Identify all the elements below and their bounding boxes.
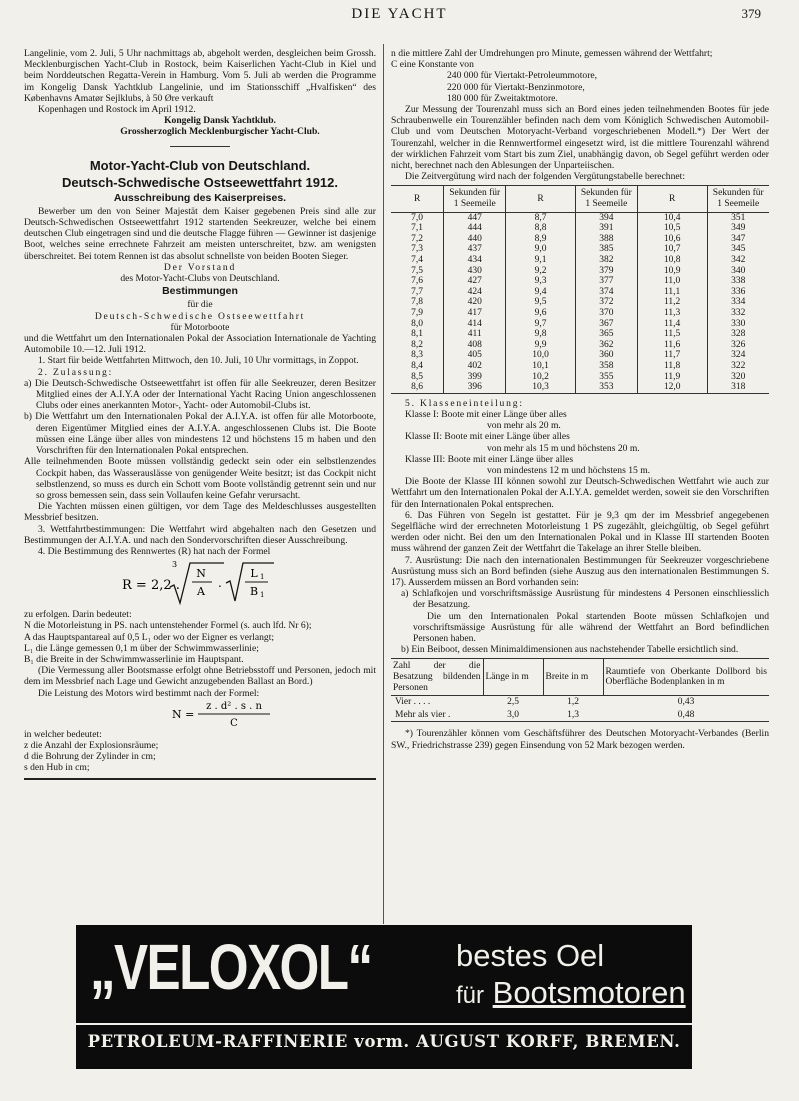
- class-3-paragraph: Die Boote der Klasse III können sowohl zur Deutsch-Schwedischen Wettfahrt wie auch zur Wettfahrt um den Internationalen Pokal der A.I.Y.A. gemeldet werden, soweit sie den Vorschriften für den Internationalen Pokal entsprechen.: [391, 476, 769, 510]
- power-formula-numerator: z . d² . s . n: [206, 700, 262, 712]
- cell-seconds: 377: [575, 276, 637, 287]
- table-row: [391, 223, 769, 234]
- intro-paragraph: Langelinie, vom 2. Juli, 5 Uhr nachmittags ab, abgeholt werden, desgleichen beim Grossh. Mecklenburgischen Yacht-Club in Rostock, beim Kaiserlichen Yacht-Club in Kiel und beim Norddeutschen Regatta-Verein in Hamburg. Vom 5. Juli ab werden die Programme im Kongelig Dansk Yachtklub Langelinie, und im Stationsschiff „Hvalfisken“ des Københavns Amatør Sejlklubs, à 50 Øre verkauft: [24, 48, 376, 104]
- dinghy-cell: 0,43: [677, 697, 695, 708]
- cell-rennwert: 8,0: [411, 318, 424, 329]
- class-1-line1: Klasse I: Boote mit einer Länge über alles: [405, 408, 567, 420]
- rule-6-sails: 6. Das Führen von Segeln ist gestattet. Für je 9,3 qm der im Messbrief angegebenen Segelfläche wird der errechneten Motorleistung 1 PS zugezählt, gleichgültig, ob Segel geführt werden oder nicht. Bei den um den Internationalen Pokal und in Klasse III startenden Booten muss während der ganzen Zeit der Wettfahrt die Takelage an ihrer Stelle bleiben.: [391, 509, 769, 555]
- left-column: [24, 48, 376, 784]
- table-row: [391, 319, 769, 330]
- cell-seconds: 420: [444, 297, 506, 308]
- ad-slogan-line2: [456, 975, 686, 1014]
- class-1-line2: von mehr als 20 m.: [487, 420, 561, 432]
- dinghy-header-length: Länge in m: [483, 659, 543, 696]
- cell-seconds: 430: [444, 266, 506, 277]
- cell-seconds: 330: [707, 319, 769, 330]
- table-row: [391, 255, 769, 266]
- dinghy-cell: 2,5: [507, 697, 519, 708]
- cell-rennwert: 9,9: [506, 340, 576, 351]
- cell-seconds: 370: [575, 308, 637, 319]
- cell-rennwert: 7,5: [411, 265, 424, 276]
- time-allowance-table: [391, 185, 769, 393]
- cell-seconds: 396: [444, 382, 506, 393]
- section-rule: [170, 146, 230, 147]
- cell-rennwert: 11,2: [637, 297, 707, 308]
- definition-l: L₁ die Länge gemessen 0,1 m über der Schwimmwasserlinie;: [24, 642, 259, 654]
- cell-rennwert: 12,0: [637, 382, 707, 393]
- definition-c: C eine Konstante von: [391, 59, 474, 71]
- column-header-r: R: [506, 186, 576, 212]
- column-header-r: R: [637, 186, 707, 212]
- zeitverguetung-intro: Die Zeitvergütung wird nach der folgenden Vergütungstabelle berechnet:: [405, 171, 685, 183]
- rule-7a-pokal: Die um den Internationalen Pokal startenden Boote müssen Schlafkojen und vorschriftsmässige Ausrüstung für alle während der Wettfahrt an Bord befindlichen Personen haben.: [413, 610, 769, 644]
- power-formula: [24, 699, 376, 729]
- constant-3: 180 000 für Zweitaktmotore.: [447, 92, 558, 104]
- cell-rennwert: 9,5: [506, 297, 576, 308]
- table-header-row: [391, 186, 769, 212]
- rennwert-formula-graphic: [24, 557, 376, 609]
- cell-rennwert: 11,1: [637, 287, 707, 298]
- formula-dot: .: [218, 576, 222, 591]
- cell-seconds: 394: [575, 212, 637, 223]
- cell-rennwert: 7,0: [411, 212, 424, 223]
- vorstand-line1: Der Vorstand: [163, 261, 237, 273]
- cell-rennwert: 7,8: [411, 297, 424, 308]
- cell-seconds: 414: [444, 319, 506, 330]
- dinghy-cell: Vier . . . .: [395, 697, 431, 708]
- formula-n: N: [196, 567, 206, 581]
- table-row: [391, 696, 769, 709]
- cell-rennwert: 9,3: [506, 276, 576, 287]
- power-formula-graphic: [24, 699, 376, 729]
- formula-l: L: [250, 567, 258, 581]
- ad-divider: [76, 1023, 692, 1025]
- dinghy-table-header-row: [391, 659, 769, 696]
- class-2-line1: Klasse II: Boote mit einer Länge über alles: [405, 431, 570, 443]
- cell-seconds: 353: [575, 382, 637, 393]
- cell-rennwert: 9,0: [506, 244, 576, 255]
- definition-s: s den Hub in cm;: [24, 762, 90, 774]
- cell-rennwert: 9,6: [506, 308, 576, 319]
- table-row: [391, 244, 769, 255]
- announcement-heading: Ausschreibung des Kaiserpreises.: [113, 191, 287, 204]
- kaiserpreis-paragraph: Bewerber um den von Seiner Majestät dem Kaiser gegebenen Preis sind alle zur Deutsch-Schwedischen Ostseewettfahrt 1912 startenden Seekreuzer, welche bei einem deutschen Club eingetragen sind und die deutsche Flagge führen — Gewinner ist dasjenige Boot, welches seine errechnete Fahrzeit am meisten unterschreitet, bzw. am wenigsten überschreitet. Bei totem Rennen ist das absolut schnellste von beiden Booten Sieger.: [24, 205, 376, 262]
- dinghy-cell: 0,48: [677, 709, 695, 720]
- table-row: [391, 266, 769, 277]
- ad-brand-name: „VELOXOL“: [90, 931, 372, 1003]
- rule-5-heading: 5. Klasseneinteilung:: [405, 397, 524, 409]
- dinghy-header-crew: Zahl der die Besatzung bildenden Personen: [391, 659, 483, 696]
- cell-seconds: 360: [575, 350, 637, 361]
- tourenzahl-paragraph: Zur Messung der Tourenzahl muss sich an Bord eines jeden teilnehmenden Bootes für jede Schraubenwelle ein Tourenzähler befinden nach dem vom Königlich Schwedischen Automobil-Club und vom Deutschen Motoryacht-Verband vorgeschriebenen Modell.*) Der Wert der Tourenzahl, welcher in die Rennwertformel eingesetzt wird, ist die mittlere Tourenzahl während der wirklichen Fahrzeit vom Start bis zum Ziel, unabhängig davon, ob Segel geführt werden oder nicht, berechnet nach den Ablesungen der Unparteiischen.: [391, 104, 769, 172]
- formula-explanation-intro: zu erfolgen. Darin bedeutet:: [24, 609, 132, 621]
- cell-seconds: 351: [707, 212, 769, 223]
- cell-rennwert: 11,0: [637, 276, 707, 287]
- cell-rennwert: 8,6: [411, 382, 424, 393]
- cell-rennwert: 10,5: [637, 223, 707, 234]
- table-row: [391, 212, 769, 223]
- dinghy-cell: 1,2: [567, 697, 579, 708]
- rule-2b: b) Die Wettfahrt um den Internationalen Pokal der A.I.Y.A. ist offen für alle Motorboote, deren Eigentümer Mitglied eines der A.I.Y.A. angeschlossenen Clubs ist. Die Boote müssen eine Länge über alles von mindestens 12 und höchstens 15 m haben und den Vorschriften für den Internationalen Pokal entsprechen.: [24, 411, 376, 457]
- vorstand-line2: des Motor-Yacht-Clubs von Deutschland.: [120, 273, 280, 285]
- cell-seconds: 345: [707, 244, 769, 255]
- cell-rennwert: 8,5: [411, 371, 424, 382]
- cell-rennwert: 7,2: [411, 233, 424, 244]
- cell-seconds: 336: [707, 287, 769, 298]
- table-row: [391, 350, 769, 361]
- cell-rennwert: 10,4: [637, 212, 707, 223]
- table-row: [391, 297, 769, 308]
- journal-title: DIE YACHT: [351, 6, 448, 22]
- cell-rennwert: 7,4: [411, 255, 424, 265]
- table-row: [391, 382, 769, 393]
- table-row: [391, 372, 769, 383]
- rule-4: 4. Die Bestimmung des Rennwertes (R) hat nach der Formel: [38, 545, 271, 557]
- measurement-note: (Die Vermessung aller Bootsmasse erfolgt ohne Betriebsstoff und Personen, jedoch mit dem im Messbrief nach Lage und Gewicht anzugebenden Ballast an Bord.): [24, 665, 376, 688]
- cell-rennwert: 9,7: [506, 319, 576, 330]
- cell-seconds: 338: [707, 276, 769, 287]
- cell-rennwert: 10,6: [637, 234, 707, 245]
- cell-rennwert: 10,8: [637, 255, 707, 266]
- rule-2d: Die Yachten müssen einen gültigen, vor dem Tage des Meldeschlusses ausgestellten Messbrief besitzen.: [24, 501, 376, 524]
- formula-b-sub: 1: [260, 591, 265, 600]
- rennwert-formula: [24, 557, 376, 609]
- rule-7b: b) Ein Beiboot, dessen Minimaldimensionen aus nachstehender Tabelle ersichtlich sind.: [401, 644, 739, 656]
- table-row: [391, 709, 769, 722]
- class-2-line2: von mehr als 15 m und höchstens 20 m.: [487, 442, 640, 454]
- cell-seconds: 340: [707, 266, 769, 277]
- cell-rennwert: 8,2: [411, 339, 424, 350]
- constant-1: 240 000 für Viertakt-Petroleummotore,: [447, 70, 598, 82]
- rule-1-start: 1. Start für beide Wettfahrten Mittwoch, den 10. Juli, 10 Uhr vormittags, in Zoppot.: [38, 355, 359, 367]
- table-row: [391, 287, 769, 298]
- cell-rennwert: 9,4: [506, 287, 576, 298]
- time-allowance-table-body: [391, 212, 769, 393]
- cell-seconds: 424: [444, 287, 506, 298]
- rule-2a: a) Die Deutsch-Schwedische Ostseewettfahrt ist offen für alle Seekreuzer, deren Besitzer Mitglied eines der A.I.Y.A oder der International Yacht Racing Union angeschlossenen Clubs oder eines anerkannten Motor-, Yacht- oder Automobil-Clubs ist.: [24, 377, 376, 412]
- table-row: [391, 308, 769, 319]
- veloxol-advertisement: [76, 925, 692, 1069]
- dinghy-cell: 1,3: [567, 709, 579, 720]
- column-header-seconds: Sekunden für 1 Seemeile: [707, 186, 769, 212]
- signature-mecklenburg-club: Grossherzoglich Mecklenburgischer Yacht-Club.: [120, 126, 320, 138]
- class-3-line2: von mindestens 12 m und höchstens 15 m.: [487, 464, 651, 476]
- ad-slogan-product: Bootsmotoren: [492, 975, 686, 1010]
- dinghy-header-width: Breite in m: [543, 659, 603, 696]
- table-row: [391, 340, 769, 351]
- ad-slogan-fuer: für: [456, 982, 485, 1009]
- cell-seconds: 385: [575, 244, 637, 255]
- formula-l-sub: 1: [260, 573, 265, 582]
- cell-rennwert: 10,3: [506, 382, 576, 393]
- cell-seconds: 322: [707, 361, 769, 372]
- page-header: [0, 6, 799, 26]
- cell-rennwert: 11,5: [637, 329, 707, 340]
- ad-company-name: PETROLEUM-RAFFINERIE vorm. AUGUST KORFF, BREMEN.: [87, 1032, 681, 1051]
- cell-rennwert: 8,1: [411, 329, 424, 340]
- cell-seconds: 365: [575, 329, 637, 340]
- table-row: [391, 361, 769, 372]
- cell-seconds: 374: [575, 287, 637, 298]
- cell-seconds: 362: [575, 340, 637, 351]
- dinghy-cell: 3,0: [507, 709, 519, 720]
- cell-seconds: 355: [575, 372, 637, 383]
- cell-seconds: 358: [575, 361, 637, 372]
- column-header-seconds: Sekunden für 1 Seemeile: [575, 186, 637, 212]
- cell-seconds: 411: [444, 329, 506, 340]
- bestimmungen-line3: für Motorboote: [170, 321, 230, 333]
- cell-rennwert: 8,4: [411, 360, 424, 371]
- formula-b: B: [249, 585, 259, 599]
- cell-rennwert: 11,7: [637, 350, 707, 361]
- cell-seconds: 367: [575, 319, 637, 330]
- dinghy-dimensions-table: [391, 658, 769, 722]
- bestimmungen-line1: für die: [187, 299, 213, 311]
- cell-seconds: 408: [444, 340, 506, 351]
- article-title: Motor-Yacht-Club von Deutschland.: [89, 157, 311, 173]
- cell-rennwert: 11,3: [637, 308, 707, 319]
- cell-seconds: 388: [575, 234, 637, 245]
- rule-2-heading: 2. Zulassung:: [38, 366, 114, 378]
- cell-rennwert: 8,3: [411, 350, 424, 361]
- engine-power-intro: Die Leistung des Motors wird bestimmt nach der Formel:: [38, 687, 260, 699]
- cell-seconds: 391: [575, 223, 637, 234]
- column-divider: [383, 44, 384, 924]
- formula-root-index: 3: [172, 560, 178, 570]
- article-subtitle: Deutsch-Schwedische Ostseewettfahrt 1912.: [62, 174, 338, 190]
- cell-rennwert: 9,1: [506, 255, 576, 266]
- dinghy-header-depth: Raumtiefe von Oberkante Dollbord bis Oberfläche Bodenplanken in m: [603, 659, 769, 696]
- definition-z: z die Anzahl der Explosionsräume;: [24, 739, 159, 751]
- rule-7-equipment: 7. Ausrüstung: Die nach den internationalen Bestimmungen für Seekreuzer vorgeschriebene Ausrüstung muss sich an Bord befinden (siehe Auszug aus den internationalen Bestimmungen S. 17). Ausserdem müssen an Bord vorhanden sein:: [391, 554, 769, 588]
- cell-rennwert: 8,7: [506, 212, 576, 223]
- definition-a: A das Hauptspantareal auf 0,5 L₁ oder wo der Eigner es verlangt;: [24, 631, 275, 643]
- cell-seconds: 437: [444, 244, 506, 255]
- power-formula-lhs: N =: [172, 707, 195, 721]
- class-3-line1: Klasse III: Boote mit einer Länge über alles: [405, 453, 574, 465]
- cell-seconds: 434: [444, 255, 506, 266]
- cell-seconds: 349: [707, 223, 769, 234]
- cell-rennwert: 7,1: [411, 223, 424, 234]
- formula-a: A: [197, 585, 205, 599]
- bestimmungen-heading: Bestimmungen: [162, 285, 238, 298]
- cell-seconds: 320: [707, 372, 769, 383]
- cell-rennwert: 8,9: [506, 234, 576, 245]
- cell-rennwert: 11,9: [637, 372, 707, 383]
- ad-slogan-line1: bestes Oel: [456, 938, 605, 973]
- cell-rennwert: 9,2: [506, 266, 576, 277]
- signature-danish-club: Kongelig Dansk Yachtklub.: [164, 115, 276, 127]
- rule-2c: Alle teilnehmenden Boote müssen vollständig gedeckt sein oder ein selbstlenzendes Cockpit haben, das Wasserauslässe von genügender Weite besitzt; ist das Cockpit nicht selbstlenzend, so muss es durch ein Schott vom Boote vollständig getrennt sein und nur so gross bemessen sein, dass sein Vollaufen keine Gefahr verursacht.: [24, 456, 376, 501]
- constant-2: 220 000 für Viertakt-Benzinmotore,: [447, 81, 585, 93]
- cell-seconds: 347: [707, 234, 769, 245]
- definition-d: d die Bohrung der Zylinder in cm;: [24, 751, 156, 763]
- cell-rennwert: 7,6: [411, 276, 424, 287]
- cell-seconds: 318: [707, 382, 769, 393]
- cell-seconds: 328: [707, 329, 769, 340]
- table-row: [391, 329, 769, 340]
- cell-rennwert: 10,2: [506, 372, 576, 383]
- definition-n-rpm: n die mittlere Zahl der Umdrehungen pro Minute, gemessen während der Wettfahrt;: [391, 48, 713, 59]
- cell-seconds: 399: [444, 372, 506, 383]
- cell-rennwert: 7,7: [411, 286, 424, 297]
- cell-seconds: 324: [707, 350, 769, 361]
- cell-seconds: 332: [707, 308, 769, 319]
- cell-rennwert: 10,1: [506, 361, 576, 372]
- table-row: [391, 276, 769, 287]
- cell-rennwert: 9,8: [506, 329, 576, 340]
- cell-seconds: 382: [575, 255, 637, 266]
- formula-lhs: R = 2,2 .: [122, 578, 180, 594]
- cell-rennwert: 7,3: [411, 244, 424, 255]
- cell-seconds: 342: [707, 255, 769, 266]
- definition-n: N die Motorleistung in PS. nach untenstehender Formel (s. auch lfd. Nr 6);: [24, 620, 312, 632]
- page-number: 379: [741, 6, 761, 21]
- cell-seconds: 405: [444, 350, 506, 361]
- cell-seconds: 427: [444, 276, 506, 287]
- right-column: [391, 48, 769, 751]
- cell-rennwert: 10,9: [637, 266, 707, 277]
- column-header-seconds: Sekunden für 1 Seemeile: [444, 186, 506, 212]
- cell-rennwert: 11,6: [637, 340, 707, 351]
- cell-seconds: 326: [707, 340, 769, 351]
- cell-seconds: 372: [575, 297, 637, 308]
- column-end-rule: [24, 778, 376, 780]
- bestimmungen-line4: und die Wettfahrt um den Internationalen Pokal der Association Internationale de Yachting Automobile 10.—12. Juli 1912.: [24, 333, 376, 356]
- cell-seconds: 417: [444, 308, 506, 319]
- footnote: *) Tourenzähler können vom Geschäftsführer des Deutschen Motoryacht-Verbandes (Berlin SW., Friedrichstrasse 239) gegen Einsendung von 52 Mark bezogen werden.: [391, 728, 769, 751]
- bestimmungen-line2: Deutsch-Schwedische Ostseewettfahrt: [94, 310, 306, 322]
- cell-rennwert: 8,8: [506, 223, 576, 234]
- power-formula-denominator: C: [230, 717, 238, 729]
- cell-seconds: 444: [444, 223, 506, 234]
- cell-seconds: 447: [444, 212, 506, 223]
- cell-seconds: 402: [444, 361, 506, 372]
- cell-rennwert: 10,7: [637, 244, 707, 255]
- cell-rennwert: 11,8: [637, 361, 707, 372]
- rule-7a: a) Schlafkojen und vorschriftsmässige Ausrüstung für mindestens 4 Personen einschliesslich der Besatzung.: [401, 588, 769, 611]
- rule-3: 3. Wettfahrtbestimmungen: Die Wettfahrt wird abgehalten nach den Gesetzen und Bestimmungen der A.I.Y.A. und nach den Sondervorschriften dieser Ausschreibung.: [24, 523, 376, 546]
- dinghy-cell: Mehr als vier .: [395, 709, 451, 720]
- cell-seconds: 440: [444, 234, 506, 245]
- cell-rennwert: 11,4: [637, 319, 707, 330]
- definition-b: B₁ die Breite in der Schwimmwasserlinie im Hauptspant.: [24, 653, 244, 665]
- column-header-r: R: [391, 186, 444, 212]
- cell-rennwert: 7,9: [411, 307, 424, 318]
- cell-seconds: 334: [707, 297, 769, 308]
- cell-seconds: 379: [575, 266, 637, 277]
- variables-intro: in welcher bedeutet:: [24, 728, 102, 740]
- intro-date: Kopenhagen und Rostock im April 1912.: [38, 104, 196, 116]
- cell-rennwert: 10,0: [506, 350, 576, 361]
- table-row: [391, 234, 769, 245]
